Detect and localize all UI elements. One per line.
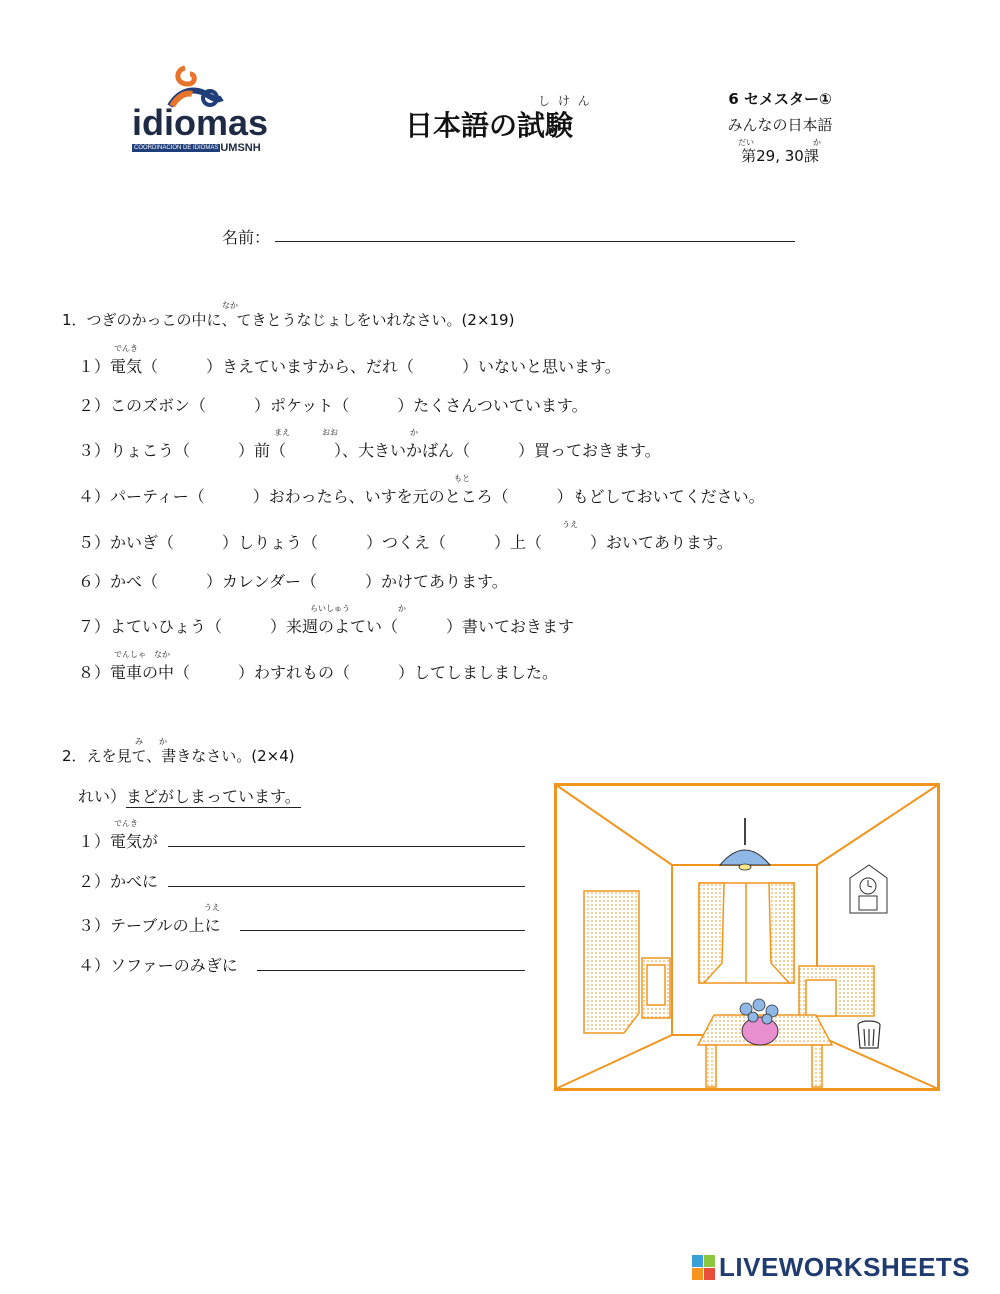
question-1-5: うえ ５）かいぎ（ ）しりょう（ ）つくえ（ ）上（ ）おいてあります。 — [78, 520, 733, 552]
question-1-8: でんしゃ なか ８）電車の中（ ）わすれもの（ ）してしましました。 — [78, 650, 559, 682]
lesson-label: 第29, 30課 — [741, 147, 819, 165]
section2-heading: 2．えを見て、書きなさい。(2×4) — [62, 747, 295, 765]
answer-line-2-4[interactable] — [257, 970, 525, 971]
footer-brand[interactable] — [692, 1252, 970, 1283]
vase-icon — [740, 999, 778, 1045]
sofa — [799, 966, 874, 1016]
lesson-ruby-dai: だい — [738, 138, 754, 147]
question-1-3: まえ おお か ３）りょこう（ ）前（ ）、大きいかばん（ ）買っておきます。 — [78, 428, 661, 460]
logo-word: idiomas — [132, 102, 269, 143]
question-1-2: ２）このズボン（ ）ポケット（ ）たくさんついています。 — [78, 396, 588, 415]
section1-ruby: なか — [222, 301, 238, 310]
lesson-ruby-ka: か — [813, 138, 821, 147]
example-row: れい）まどがしまっています。 — [78, 784, 301, 808]
clock-icon — [850, 865, 887, 913]
idiomas-logo — [130, 62, 280, 157]
question-1-4: もと ４）パーティー（ ）おわったら、いすを元のところ（ ）もどしておいてください。 — [78, 474, 765, 506]
trash-can-icon — [858, 1021, 880, 1048]
question-1-1: でんき １）電気（ ）きえていますから、だれ（ ）いないと思います。 — [78, 344, 621, 376]
logo-bar: COORDINACION DE IDIOMAS — [134, 145, 219, 151]
answer-line-2-1[interactable] — [168, 846, 525, 847]
question-1-7: らいしゅう か ７）よていひょう（ ）来週のよてい（ ）書いておきます — [78, 604, 575, 636]
answer-line-2-2[interactable] — [168, 886, 525, 887]
cabinet — [584, 891, 670, 1033]
question-2-4: ４）ソファーのみぎに — [78, 956, 238, 975]
example-answer: まどがしまっています。 — [126, 784, 301, 808]
semester-label: 6 セメスター① — [728, 90, 832, 108]
window — [699, 883, 794, 983]
lamp-icon — [720, 818, 770, 870]
logo-sub: UMSNH — [220, 142, 261, 154]
question-1-6: ６）かべ（ ）カレンダー（ ）かけてあります。 — [78, 572, 508, 591]
liveworksheets-logo-icon — [692, 1255, 716, 1281]
question-2-1: でんき １）電気が — [78, 819, 159, 851]
name-label: 名前： — [222, 228, 271, 247]
section1-heading: 1．つぎのかっこの中に、てきとうなじょしをいれなさい。(2×19) — [62, 311, 515, 329]
title-ruby: し け ん — [538, 94, 592, 108]
section2-ruby: み か — [135, 737, 167, 746]
footer-brand-text: LIVEWORKSHEETS — [719, 1252, 971, 1282]
book-label: みんなの日本語 — [727, 116, 833, 134]
page-title: 日本語の試験 — [405, 109, 574, 142]
question-2-2: ２）かべに — [78, 872, 159, 891]
room-illustration — [554, 783, 940, 1091]
name-field[interactable] — [275, 241, 795, 242]
answer-line-2-3[interactable] — [240, 930, 525, 931]
question-2-3: うえ ３）テーブルの上に — [78, 903, 221, 935]
